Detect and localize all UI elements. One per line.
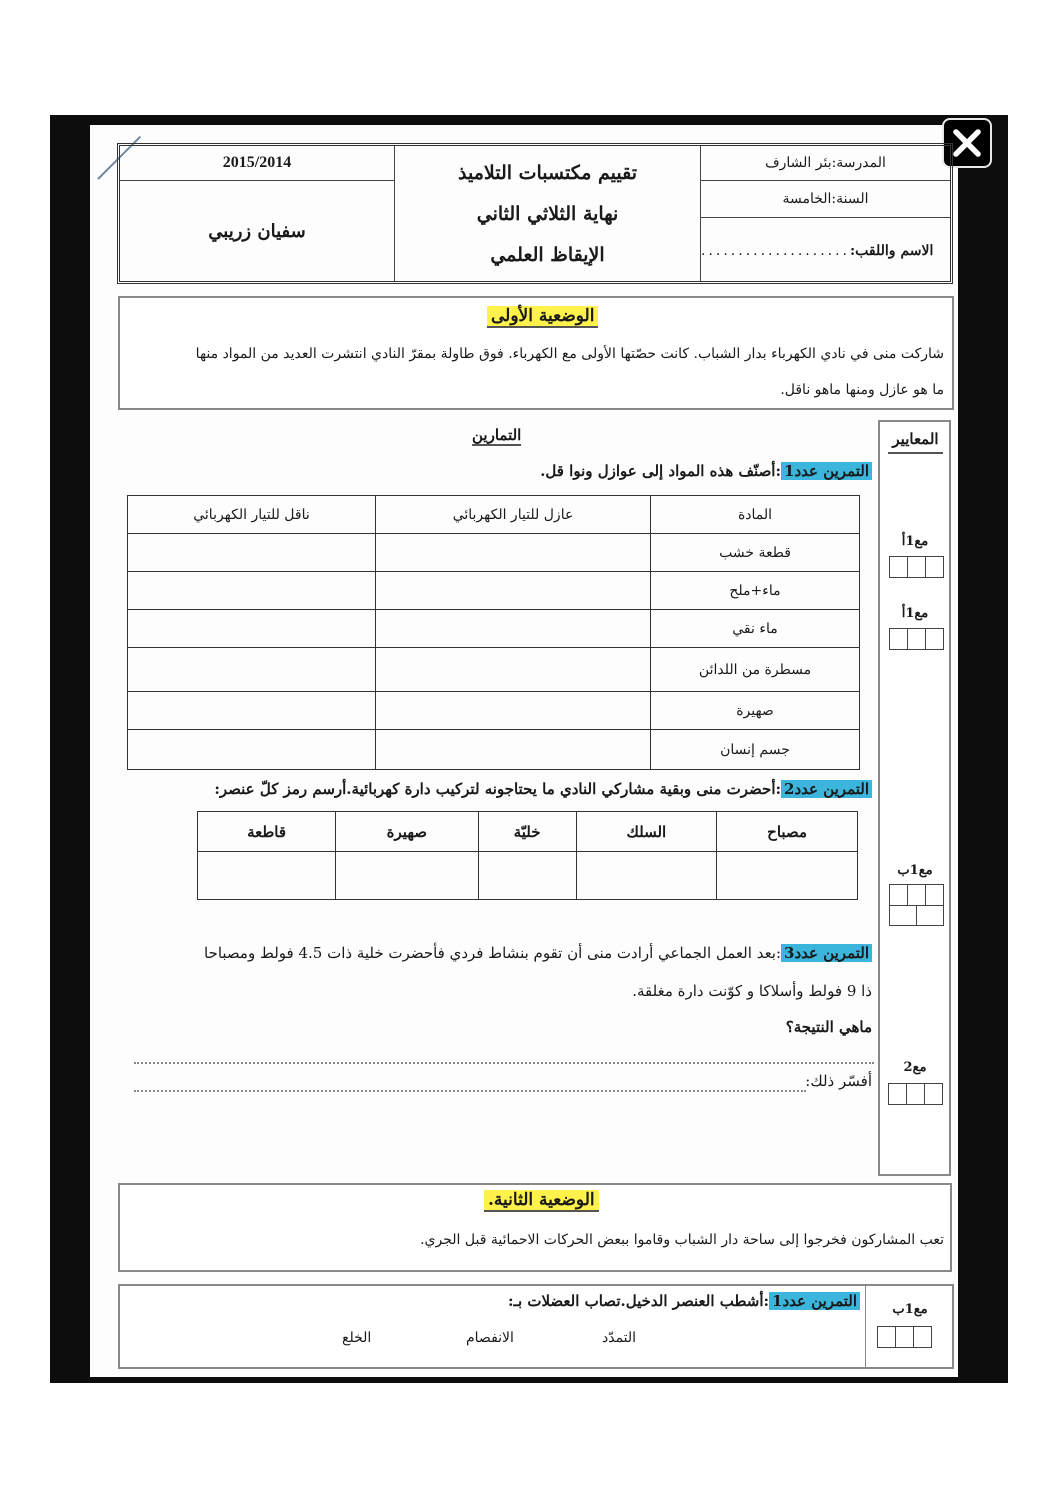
conductor-cell[interactable] — [128, 648, 376, 692]
exercise3-explain-label: أفسّر ذلك: — [805, 1072, 872, 1090]
exercise1-instruction: :أصنّف هذه المواد إلى عوازل ونوا قل. — [540, 462, 782, 480]
insulator-cell[interactable] — [376, 572, 651, 610]
situation2-text: تعب المشاركون فخرجوا إلى ساحة دار الشباب وقاموا ببعض الحركات الاحمائية قبل الجري. — [420, 1232, 944, 1248]
exercise4-line — [508, 1292, 860, 1310]
col-conductor: ناقل للتيار الكهربائي — [128, 496, 376, 534]
exercise4-instruction: :أشطب العنصر الدخيل.تصاب العضلات بـ: — [508, 1292, 770, 1310]
exercise3-text1: :بعد العمل الجماعي أرادت منى أن تقوم بنشاط فردي فأحضرت خلية ذات 4.5 فولط ومصباحا — [203, 944, 782, 962]
exercise1-table — [127, 495, 860, 770]
exam-subject: الإيقاظ العلمي — [490, 243, 605, 266]
table-row — [128, 534, 860, 572]
symbol-cell[interactable] — [576, 852, 717, 900]
col-wire: السلك — [576, 812, 717, 852]
criteria-label-1: مع1أ — [901, 534, 929, 549]
answer-line-1[interactable] — [134, 1062, 874, 1064]
table-row — [198, 852, 858, 900]
exam-title: تقييم مكتسبات التلاميذ — [457, 161, 638, 184]
grade-level: السنة:الخامسة — [701, 181, 950, 218]
student-name-field[interactable] — [701, 218, 950, 284]
conductor-cell[interactable] — [128, 610, 376, 648]
grade-box-4[interactable] — [888, 1083, 943, 1105]
teacher-name: سفيان زريبي — [208, 220, 306, 242]
material-cell: ماء نقي — [651, 610, 860, 648]
header-title — [395, 146, 701, 281]
grade-box-1[interactable] — [889, 556, 944, 578]
insulator-cell[interactable] — [376, 610, 651, 648]
material-cell: جسم إنسان — [651, 730, 860, 770]
situation1-text-line2: ما هو عازل ومنها ماهو ناقل. — [780, 382, 944, 398]
criteria-label-3: مع1ب — [897, 863, 933, 878]
col-fuse: صهيرة — [336, 812, 478, 852]
answer-line-2[interactable] — [134, 1090, 806, 1092]
header-left — [120, 146, 395, 281]
option-dislocation[interactable]: الخلع — [342, 1330, 372, 1346]
exercise3-question: ماهي النتيجة؟ — [785, 1018, 872, 1036]
symbol-cell[interactable] — [336, 852, 478, 900]
student-name-dots: .................... — [701, 243, 851, 259]
criteria-label-2: مع1أ — [901, 606, 929, 621]
col-cell: خليّة — [478, 812, 576, 852]
exam-header — [117, 143, 953, 284]
table-row — [128, 730, 860, 770]
exercises-heading: التمارين — [472, 426, 522, 444]
col-switch: قاطعة — [198, 812, 336, 852]
exercise3-line1 — [204, 944, 872, 962]
exercise4-divider — [865, 1285, 866, 1367]
col-insulator: عازل للتيار الكهربائي — [376, 496, 651, 534]
exercise2-tag: التمرين عدد2 — [781, 780, 872, 798]
student-name-label: الاسم واللقب: — [850, 243, 934, 259]
col-material: المادة — [651, 496, 860, 534]
grade-box-2[interactable] — [889, 628, 944, 650]
material-cell: قطعة خشب — [651, 534, 860, 572]
table-row — [128, 610, 860, 648]
grade-box-5[interactable] — [877, 1326, 932, 1348]
material-cell: مسطرة من اللدائن — [651, 648, 860, 692]
situation2-title: الوضعية الثانية. — [484, 1190, 599, 1212]
exercise4-criteria-label: مع1ب — [892, 1302, 928, 1317]
symbol-cell[interactable] — [717, 852, 858, 900]
situation1-text-line1: شاركت منى في نادي الكهرباء بدار الشباب. كانت حصّتها الأولى مع الكهرباء. فوق طاولة بمقرّ النادي انتشرت العديد من المواد منها — [195, 346, 944, 362]
criteria-label-4: مع2 — [903, 1060, 927, 1075]
insulator-cell[interactable] — [376, 692, 651, 730]
exam-term: نهاية الثلاثي الثاني — [476, 202, 619, 225]
table-row — [128, 572, 860, 610]
school-name: المدرسة:بئر الشارف — [701, 146, 950, 181]
situation1-title: الوضعية الأولى — [487, 306, 598, 328]
exercise2-instruction: :أحضرت منى وبقية مشاركي النادي ما يحتاجونه لتركيب دارة كهربائية.أرسم رمز كلّ عنصر: — [214, 780, 782, 798]
criteria-title: المعايير — [888, 430, 943, 454]
exercise2-line — [214, 780, 872, 798]
col-lamp: مصباح — [717, 812, 858, 852]
option-stretch[interactable]: التمدّد — [602, 1330, 637, 1346]
conductor-cell[interactable] — [128, 692, 376, 730]
school-year: 2015/2014 — [120, 146, 394, 181]
exercise3-tag: التمرين عدد3 — [781, 944, 872, 962]
exercise1-line — [540, 462, 872, 480]
insulator-cell[interactable] — [376, 730, 651, 770]
table-row — [128, 648, 860, 692]
material-cell: ماء+ملح — [651, 572, 860, 610]
exercise4-tag: التمرين عدد1 — [769, 1292, 860, 1310]
conductor-cell[interactable] — [128, 534, 376, 572]
exercise3-text2: ذا 9 فولط وأسلاكا و كوّنت دارة مغلقة. — [632, 982, 872, 1000]
insulator-cell[interactable] — [376, 648, 651, 692]
exercise1-tag: التمرين عدد1 — [781, 462, 872, 480]
header-right — [701, 146, 950, 281]
exercise2-table — [197, 811, 858, 900]
symbol-cell[interactable] — [198, 852, 336, 900]
material-cell: صهيرة — [651, 692, 860, 730]
grade-box-3[interactable] — [889, 884, 944, 926]
insulator-cell[interactable] — [376, 534, 651, 572]
option-tear[interactable]: الانفصام — [466, 1330, 514, 1346]
table-row — [128, 692, 860, 730]
symbol-cell[interactable] — [478, 852, 576, 900]
conductor-cell[interactable] — [128, 572, 376, 610]
conductor-cell[interactable] — [128, 730, 376, 770]
